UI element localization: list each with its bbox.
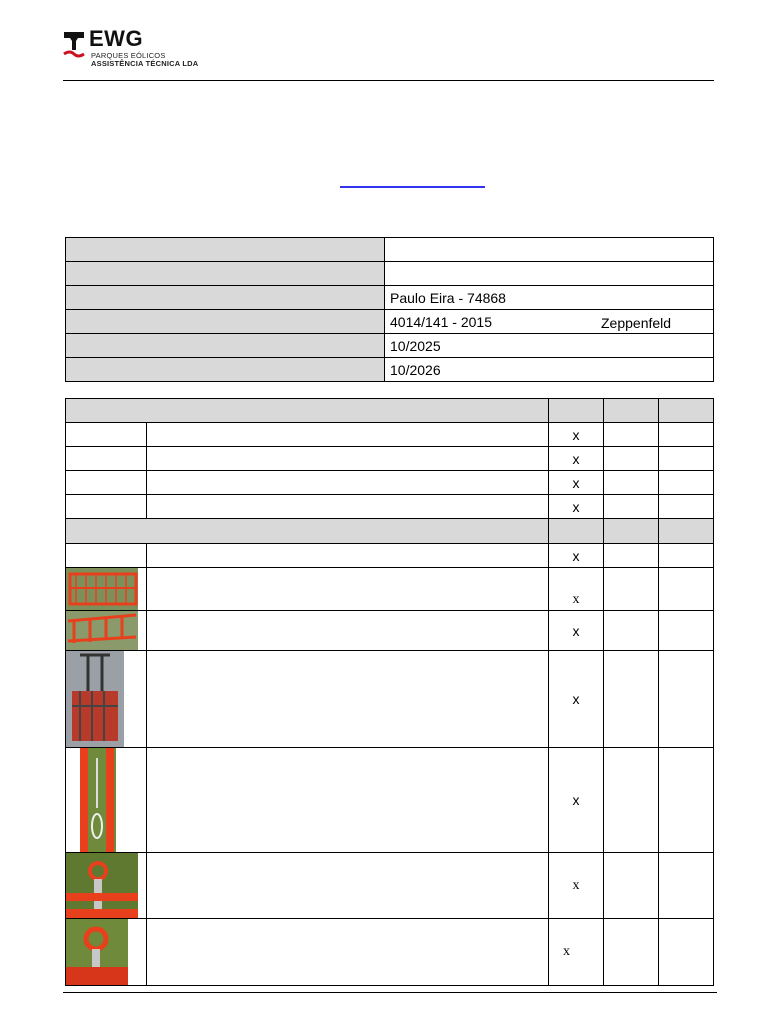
table-row xyxy=(66,651,714,748)
section-header-row xyxy=(66,399,714,423)
na-cell xyxy=(659,611,714,651)
na-cell xyxy=(659,853,714,919)
item-description-cell xyxy=(147,611,549,651)
nok-cell xyxy=(604,611,659,651)
ok-mark: x xyxy=(549,495,604,519)
railing-photo-icon xyxy=(66,611,138,650)
column-header-nok xyxy=(604,399,659,423)
basket-photo-icon xyxy=(66,568,138,610)
nok-cell xyxy=(604,423,659,447)
checklist-table xyxy=(65,398,714,986)
na-cell xyxy=(659,423,714,447)
inspector-value: Paulo Eira - 74868 xyxy=(385,286,714,310)
item-description-cell xyxy=(147,853,549,919)
info-row xyxy=(66,358,714,382)
item-description-cell xyxy=(147,568,549,611)
item-description-cell xyxy=(147,651,549,748)
column-header-nok xyxy=(604,519,659,544)
ok-mark: x xyxy=(549,853,604,919)
item-code-cell xyxy=(66,423,147,447)
nok-cell xyxy=(604,651,659,748)
item-code-cell xyxy=(66,471,147,495)
item-description-cell xyxy=(147,495,549,519)
nok-cell xyxy=(604,544,659,568)
na-cell xyxy=(659,471,714,495)
nok-cell xyxy=(604,471,659,495)
info-row xyxy=(66,262,714,286)
photo-cell xyxy=(66,568,147,611)
column-header-na xyxy=(659,519,714,544)
ewg-logo-mark-icon xyxy=(62,30,86,60)
column-header-ok xyxy=(549,399,604,423)
table-row xyxy=(66,568,714,611)
inspection-date: 10/2025 xyxy=(385,334,714,358)
section-header-row xyxy=(66,519,714,544)
photo-cell xyxy=(66,919,147,986)
item-description-cell xyxy=(147,423,549,447)
header-divider xyxy=(63,80,714,81)
logo-subtitle-line2: ASSISTÊNCIA TÉCNICA LDA xyxy=(91,59,199,68)
table-row xyxy=(66,447,714,471)
table-row xyxy=(66,853,714,919)
nok-cell xyxy=(604,919,659,986)
nok-cell xyxy=(604,853,659,919)
logo-brand: EWG xyxy=(89,26,144,51)
na-cell xyxy=(659,544,714,568)
na-cell xyxy=(659,447,714,471)
info-value-cell xyxy=(385,262,714,286)
info-label-cell xyxy=(66,358,385,382)
info-label-cell xyxy=(66,310,385,334)
item-description-cell xyxy=(147,544,549,568)
info-row xyxy=(66,334,714,358)
hyperlink-underline[interactable] xyxy=(340,186,485,188)
suspension-frame-photo-icon xyxy=(66,651,124,747)
info-label-cell xyxy=(66,334,385,358)
eyebolt-photo-icon xyxy=(66,853,138,918)
column-header-na xyxy=(659,399,714,423)
hook-photo-icon xyxy=(80,748,136,852)
info-label-cell xyxy=(66,286,385,310)
photo-cell xyxy=(66,853,147,919)
ok-mark: x xyxy=(549,611,604,651)
inspection-info-table xyxy=(65,237,714,382)
column-header-ok xyxy=(549,519,604,544)
na-cell xyxy=(659,651,714,748)
table-row xyxy=(66,919,714,986)
logo-subtitle-line1: PARQUES EÓLICOS xyxy=(91,51,166,60)
item-description-cell xyxy=(147,471,549,495)
ok-mark: x xyxy=(549,471,604,495)
item-code-cell xyxy=(66,447,147,471)
photo-cell xyxy=(66,748,147,853)
footer-divider xyxy=(63,992,717,993)
table-row xyxy=(66,611,714,651)
serial-number: 4014/141 - 2015 xyxy=(390,313,492,330)
ok-mark: x xyxy=(549,568,604,611)
table-row xyxy=(66,544,714,568)
serial-value-cell xyxy=(385,310,714,334)
ok-mark: x xyxy=(549,447,604,471)
ok-mark: x xyxy=(549,748,604,853)
na-cell xyxy=(659,568,714,611)
manufacturer-name: Zeppenfeld xyxy=(601,315,672,331)
table-row xyxy=(66,748,714,853)
item-description-cell xyxy=(147,919,549,986)
info-value-cell xyxy=(385,238,714,262)
photo-cell xyxy=(66,651,147,748)
table-row xyxy=(66,471,714,495)
ok-mark: x xyxy=(549,423,604,447)
shackle-photo-icon xyxy=(66,919,128,985)
na-cell xyxy=(659,495,714,519)
item-description-cell xyxy=(147,748,549,853)
info-label-cell xyxy=(66,238,385,262)
photo-cell xyxy=(66,611,147,651)
nok-cell xyxy=(604,495,659,519)
table-row xyxy=(66,423,714,447)
ok-mark: x xyxy=(549,544,604,568)
item-description-cell xyxy=(147,447,549,471)
nok-cell xyxy=(604,447,659,471)
na-cell xyxy=(659,748,714,853)
na-cell xyxy=(659,919,714,986)
info-label-cell xyxy=(66,262,385,286)
company-logo xyxy=(62,28,207,70)
item-code-cell xyxy=(66,544,147,568)
nok-cell xyxy=(604,568,659,611)
info-row xyxy=(66,286,714,310)
ok-mark: x xyxy=(549,651,604,748)
section-header-cell xyxy=(66,519,549,544)
table-row xyxy=(66,495,714,519)
nok-cell xyxy=(604,748,659,853)
info-row xyxy=(66,310,714,334)
item-code-cell xyxy=(66,495,147,519)
next-inspection-date: 10/2026 xyxy=(385,358,714,382)
info-row xyxy=(66,238,714,262)
ok-mark: x xyxy=(549,919,604,986)
section-header-cell xyxy=(66,399,549,423)
